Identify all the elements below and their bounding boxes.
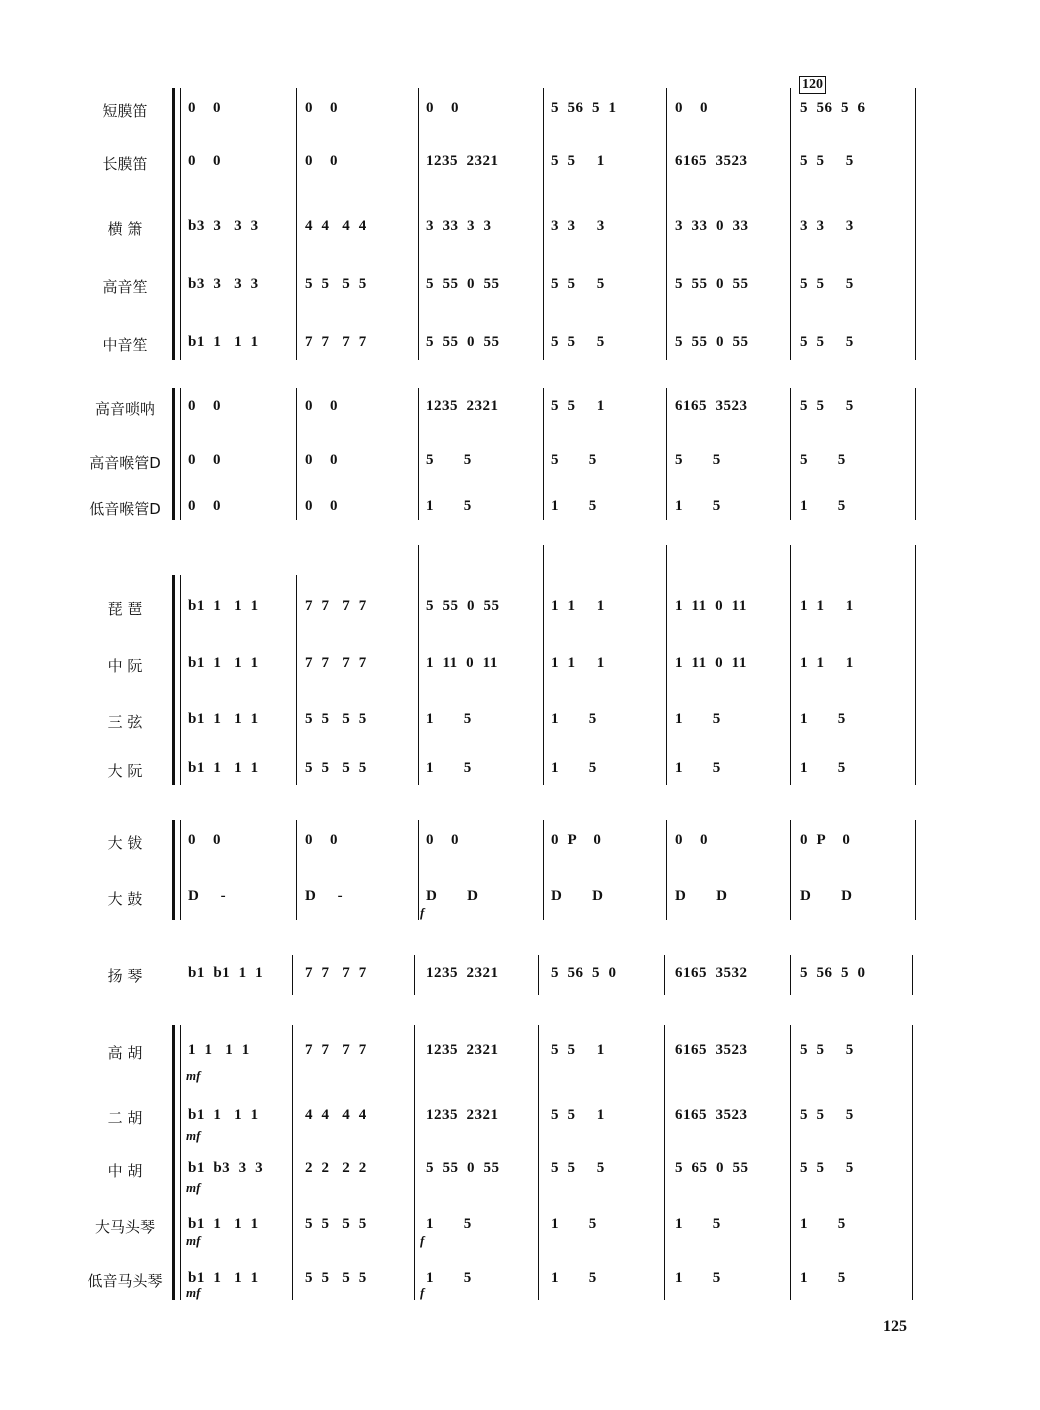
measure-notation: b1 1 1 1 xyxy=(188,334,259,350)
measure-notation: 1 5 xyxy=(800,760,846,776)
measure-notation: 5 5 1 xyxy=(551,1107,605,1123)
measure-notation: 1235 2321 xyxy=(426,153,499,169)
page-number: 125 xyxy=(883,1318,907,1335)
measure-notation: 0 0 xyxy=(188,832,221,848)
measure-notation: D D xyxy=(800,888,853,904)
measure-notation: 3 33 0 33 xyxy=(675,218,749,234)
barline xyxy=(418,388,419,520)
instrument-name: 中 胡 xyxy=(107,1162,143,1180)
measure-notation: 5 56 5 1 xyxy=(551,100,617,116)
measure-notation: 0 P 0 xyxy=(551,832,602,848)
measure-notation: b1 1 1 1 xyxy=(188,598,259,614)
measure-notation: 5 5 5 5 xyxy=(305,1270,367,1286)
measure-notation: 1 5 xyxy=(426,711,472,727)
dynamic-marking: mf xyxy=(186,1285,201,1300)
measure-notation: 5 55 0 55 xyxy=(426,334,500,350)
barline xyxy=(915,388,916,520)
measure-notation: 1 5 xyxy=(551,711,597,727)
barline xyxy=(180,1025,181,1300)
measure-notation: 5 5 5 xyxy=(551,334,605,350)
barline xyxy=(915,88,916,360)
measure-notation: 5 5 5 xyxy=(551,1160,605,1176)
measure-notation: 5 65 0 55 xyxy=(675,1160,749,1176)
barline xyxy=(666,820,667,920)
barline xyxy=(790,955,791,995)
barline xyxy=(790,820,791,920)
barline xyxy=(912,955,913,995)
measure-notation: b1 1 1 1 xyxy=(188,1107,259,1123)
measure-notation: 1 1 1 xyxy=(800,655,854,671)
dynamic-marking: mf xyxy=(186,1233,201,1248)
barline xyxy=(912,1025,913,1300)
measure-notation: 1 11 0 11 xyxy=(675,655,747,671)
barline xyxy=(418,88,419,360)
barline xyxy=(296,575,297,785)
instrument-name: 大 钹 xyxy=(107,834,143,852)
measure-notation: 5 5 5 5 xyxy=(305,276,367,292)
measure-notation: 1 5 xyxy=(551,1216,597,1232)
barline xyxy=(296,88,297,360)
measure-notation: b1 1 1 1 xyxy=(188,1216,259,1232)
measure-notation: D D xyxy=(675,888,728,904)
measure-notation: 5 55 0 55 xyxy=(426,1160,500,1176)
instrument-name: 大马头琴 xyxy=(94,1218,155,1236)
measure-notation: 1235 2321 xyxy=(426,965,499,981)
instrument-name: 扬 琴 xyxy=(107,967,143,985)
measure-notation: 1 5 xyxy=(800,498,846,514)
barline xyxy=(915,820,916,920)
measure-notation: 0 0 xyxy=(426,832,459,848)
measure-notation: 6165 3523 xyxy=(675,1042,748,1058)
barline xyxy=(666,388,667,520)
barline xyxy=(915,545,916,785)
barline xyxy=(543,88,544,360)
measure-notation: 0 0 xyxy=(675,832,708,848)
measure-notation: 3 33 3 3 xyxy=(426,218,492,234)
measure-notation: b1 1 1 1 xyxy=(188,655,259,671)
dynamic-marking: f xyxy=(420,905,425,920)
measure-notation: 1 5 xyxy=(675,1216,721,1232)
measure-notation: 0 0 xyxy=(188,452,221,468)
instrument-name: 中音笙 xyxy=(102,336,148,354)
measure-notation: 1 5 xyxy=(426,498,472,514)
measure-notation: 7 7 7 7 xyxy=(305,598,367,614)
instrument-name: 大 阮 xyxy=(107,762,143,780)
measure-notation: 1 5 xyxy=(551,1270,597,1286)
instrument-name: 大 鼓 xyxy=(107,890,143,908)
measure-notation: 0 0 xyxy=(305,398,338,414)
measure-notation: D D xyxy=(551,888,604,904)
measure-notation: 1 1 1 xyxy=(551,655,605,671)
barline xyxy=(414,955,415,995)
measure-notation: 5 5 1 xyxy=(551,1042,605,1058)
measure-notation: 5 5 5 xyxy=(800,1107,854,1123)
instrument-name: 琵 琶 xyxy=(107,600,143,618)
measure-notation: 6165 3523 xyxy=(675,398,748,414)
instrument-name: 高音唢呐 xyxy=(94,400,155,418)
measure-notation: 3 3 3 xyxy=(800,218,854,234)
barline xyxy=(666,545,667,785)
measure-notation: 5 5 xyxy=(426,452,472,468)
measure-notation: 5 5 1 xyxy=(551,398,605,414)
dynamic-marking: f xyxy=(420,1285,425,1300)
measure-notation: 1 5 xyxy=(551,760,597,776)
measure-notation: b1 b3 3 3 xyxy=(188,1160,264,1176)
measure-notation: 5 55 0 55 xyxy=(675,276,749,292)
barline xyxy=(180,575,181,785)
barline xyxy=(292,1025,293,1300)
measure-notation: 1 5 xyxy=(675,498,721,514)
measure-notation: 1 5 xyxy=(800,1270,846,1286)
barline xyxy=(664,955,665,995)
barline xyxy=(790,1025,791,1300)
measure-notation: 5 56 5 6 xyxy=(800,100,866,116)
measure-notation: 1 5 xyxy=(426,760,472,776)
measure-notation: b1 b1 1 1 xyxy=(188,965,264,981)
measure-notation: 6165 3523 xyxy=(675,1107,748,1123)
instrument-name: 高 胡 xyxy=(107,1044,143,1062)
measure-notation: 5 5 5 xyxy=(800,398,854,414)
measure-notation: b3 3 3 3 xyxy=(188,276,259,292)
measure-notation: 0 0 xyxy=(188,498,221,514)
barline xyxy=(664,1025,665,1300)
barline xyxy=(292,955,293,995)
measure-notation: 1235 2321 xyxy=(426,398,499,414)
barline xyxy=(543,820,544,920)
measure-notation: 5 5 xyxy=(800,452,846,468)
instrument-name: 短膜笛 xyxy=(102,102,148,120)
measure-notation: 1 5 xyxy=(675,1270,721,1286)
measure-notation: 5 55 0 55 xyxy=(426,276,500,292)
measure-notation: 7 7 7 7 xyxy=(305,1042,367,1058)
dynamic-marking: f xyxy=(420,1233,425,1248)
barline xyxy=(414,1025,415,1300)
measure-notation: 5 5 5 xyxy=(551,276,605,292)
measure-notation: 5 5 5 5 xyxy=(305,1216,367,1232)
measure-notation: 1 5 xyxy=(426,1270,472,1286)
measure-notation: 1 5 xyxy=(675,760,721,776)
barline xyxy=(538,1025,539,1300)
dynamic-marking: mf xyxy=(186,1180,201,1195)
measure-notation: 0 0 xyxy=(188,398,221,414)
measure-notation: 1 11 0 11 xyxy=(426,655,498,671)
rehearsal-mark: 120 xyxy=(799,76,826,94)
measure-notation: 5 5 5 xyxy=(800,276,854,292)
measure-notation: 1 5 xyxy=(800,711,846,727)
measure-notation: 0 0 xyxy=(188,153,221,169)
measure-notation: 0 0 xyxy=(305,100,338,116)
measure-notation: 1235 2321 xyxy=(426,1107,499,1123)
measure-notation: 4 4 4 4 xyxy=(305,218,367,234)
measure-notation: 1 5 xyxy=(551,498,597,514)
measure-notation: 0 0 xyxy=(305,452,338,468)
barline xyxy=(790,388,791,520)
measure-notation: b1 1 1 1 xyxy=(188,1270,259,1286)
barline xyxy=(296,388,297,520)
measure-notation: b1 1 1 1 xyxy=(188,711,259,727)
measure-notation: 6165 3523 xyxy=(675,153,748,169)
barline xyxy=(296,820,297,920)
measure-notation: 1 5 xyxy=(426,1216,472,1232)
measure-notation: 7 7 7 7 xyxy=(305,965,367,981)
measure-notation: 5 56 5 0 xyxy=(551,965,617,981)
measure-notation: 4 4 4 4 xyxy=(305,1107,367,1123)
instrument-name: 低音马头琴 xyxy=(87,1272,163,1290)
measure-notation: 1 5 xyxy=(675,711,721,727)
measure-notation: 1 1 1 xyxy=(800,598,854,614)
measure-notation: 5 55 0 55 xyxy=(426,598,500,614)
instrument-name: 高音笙 xyxy=(102,278,148,296)
measure-notation: 5 5 5 xyxy=(800,1042,854,1058)
measure-notation: 3 3 3 xyxy=(551,218,605,234)
measure-notation: 5 55 0 55 xyxy=(675,334,749,350)
barline xyxy=(418,545,419,785)
barline xyxy=(543,388,544,520)
measure-notation: 5 5 xyxy=(551,452,597,468)
instrument-name: 低音喉管D xyxy=(89,500,161,518)
instrument-name: 三 弦 xyxy=(107,713,143,731)
instrument-name: 长膜笛 xyxy=(102,155,148,173)
measure-notation: 5 56 5 0 xyxy=(800,965,866,981)
measure-notation: 5 5 5 5 xyxy=(305,760,367,776)
measure-notation: D D xyxy=(426,888,479,904)
measure-notation: 0 0 xyxy=(188,100,221,116)
measure-notation: b1 1 1 1 xyxy=(188,760,259,776)
measure-notation: 7 7 7 7 xyxy=(305,334,367,350)
barline xyxy=(180,88,181,360)
measure-notation: 1 1 1 1 xyxy=(188,1042,250,1058)
measure-notation: 1 11 0 11 xyxy=(675,598,747,614)
barline xyxy=(790,545,791,785)
instrument-name: 横 箫 xyxy=(107,220,143,238)
measure-notation: 7 7 7 7 xyxy=(305,655,367,671)
dynamic-marking: mf xyxy=(186,1128,201,1143)
barline xyxy=(538,955,539,995)
measure-notation: 5 5 5 xyxy=(800,153,854,169)
barline xyxy=(180,820,181,920)
dynamic-marking: mf xyxy=(186,1068,201,1083)
instrument-name: 中 阮 xyxy=(107,657,143,675)
measure-notation: 1 1 1 xyxy=(551,598,605,614)
measure-notation: 1 5 xyxy=(800,1216,846,1232)
measure-notation: 0 0 xyxy=(305,832,338,848)
measure-notation: 5 5 5 xyxy=(800,1160,854,1176)
measure-notation: b3 3 3 3 xyxy=(188,218,259,234)
measure-notation: 0 0 xyxy=(426,100,459,116)
measure-notation: 0 0 xyxy=(305,498,338,514)
measure-notation: 6165 3532 xyxy=(675,965,748,981)
measure-notation: D - xyxy=(305,888,344,904)
measure-notation: 0 0 xyxy=(675,100,708,116)
measure-notation: 0 P 0 xyxy=(800,832,851,848)
barline xyxy=(790,88,791,360)
measure-notation: 0 0 xyxy=(305,153,338,169)
barline xyxy=(543,545,544,785)
barline xyxy=(180,388,181,520)
instrument-name: 高音喉管D xyxy=(89,454,161,472)
barline xyxy=(418,820,419,920)
measure-notation: 1235 2321 xyxy=(426,1042,499,1058)
measure-notation: D - xyxy=(188,888,227,904)
measure-notation: 5 5 xyxy=(675,452,721,468)
instrument-name: 二 胡 xyxy=(107,1109,143,1127)
measure-notation: 2 2 2 2 xyxy=(305,1160,367,1176)
barline xyxy=(666,88,667,360)
measure-notation: 5 5 1 xyxy=(551,153,605,169)
measure-notation: 5 5 5 xyxy=(800,334,854,350)
measure-notation: 5 5 5 5 xyxy=(305,711,367,727)
